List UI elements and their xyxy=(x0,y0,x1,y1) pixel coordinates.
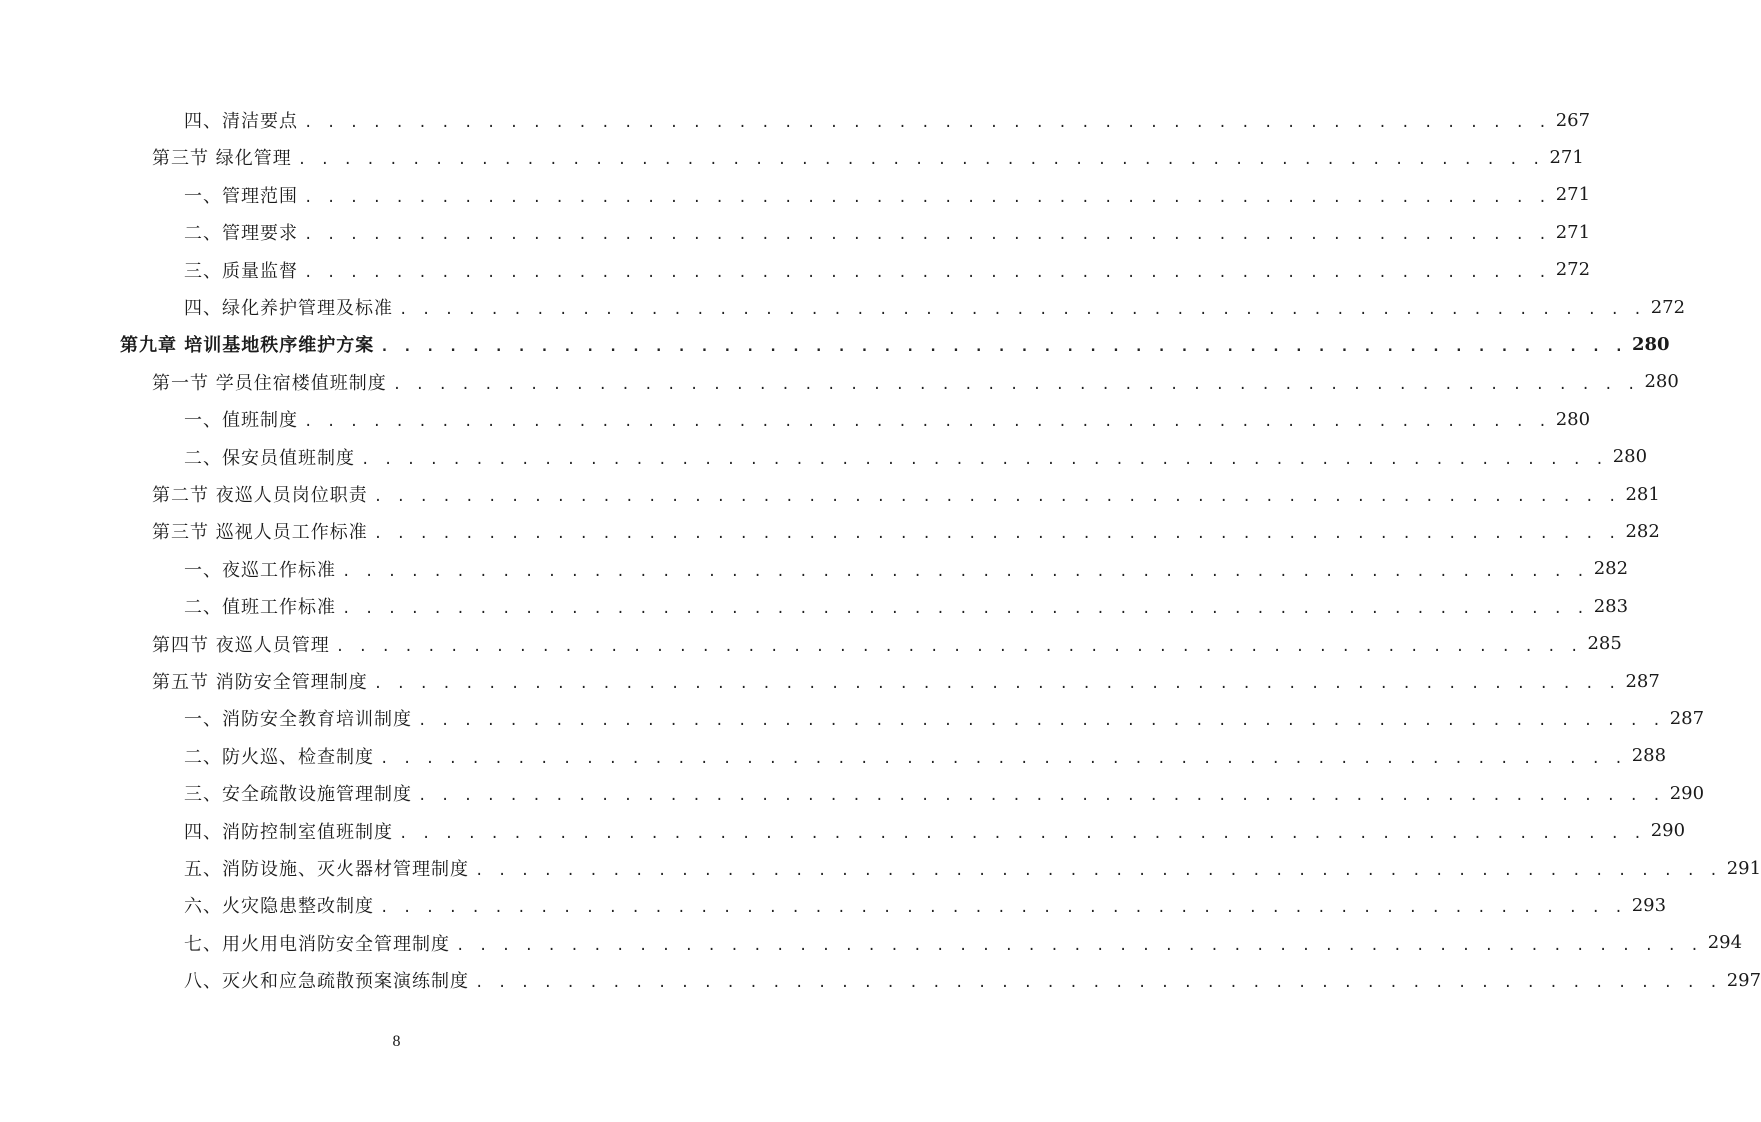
toc-entry-page: 285 xyxy=(1587,633,1622,655)
toc-dot-leader: . . . . . . . . . . . . . . . . . . . . . . . . . . . . . . . . . . . . . . . . . . . . . . . . . . . . . . . xyxy=(456,937,1702,954)
toc-entry-title: 五、消防设施、灭火器材管理制度 xyxy=(184,859,469,880)
toc-entry[interactable] xyxy=(184,738,1667,774)
toc-entry[interactable] xyxy=(184,214,1591,250)
toc-entry-page: 282 xyxy=(1625,520,1660,542)
toc-entry-title: 二、值班工作标准 xyxy=(184,597,336,619)
page-number: 8 xyxy=(392,1033,401,1050)
toc-entry-title: 一、管理范围 xyxy=(184,185,298,207)
toc-entry-page: 271 xyxy=(1555,184,1591,206)
toc-entry-title: 一、夜巡工作标准 xyxy=(184,559,336,581)
toc-dot-leader: . . . . . . . . . . . . . . . . . . . . . . . . . . . . . . . . . . . . . . . . . . . . . . . . . . . . . . . xyxy=(297,152,1544,169)
toc-entry-page: 280 xyxy=(1555,408,1591,430)
toc-dot-leader: . . . . . . . . . . . . . . . . . . . . . . . . . . . . . . . . . . . . . . . . . . . . . . . . . . . . . . . xyxy=(418,713,1664,730)
toc-dot-leader: . . . . . . . . . . . . . . . . . . . . . . . . . . . . . . . . . . . . . . . . . . . . . . . . . . . . . . . xyxy=(380,339,1626,356)
toc-dot-leader: . . . . . . . . . . . . . . . . . . . . . . . . . . . . . . . . . . . . . . . . . . . . . . . . . . . . . . . xyxy=(373,526,1620,543)
toc-entry-title: 四、消防控制室值班制度 xyxy=(184,821,393,843)
toc-entry-title: 七、用火用电消防安全管理制度 xyxy=(184,933,450,955)
toc-dot-leader: . . . . . . . . . . . . . . . . . . . . . . . . . . . . . . . . . . . . . . . . . . . . . . . . . . . . . . . xyxy=(399,302,1645,318)
toc-dot-leader: . . . . . . . . . . . . . . . . . . . . . . . . . . . . . . . . . . . . . . . . . . . . . . . . . . . . . . . xyxy=(335,638,1582,655)
toc-entry[interactable] xyxy=(184,439,1648,475)
toc-entry[interactable] xyxy=(184,775,1705,811)
toc-entry-title: 第三节 巡视人员工作标准 xyxy=(152,522,368,544)
toc-entry[interactable] xyxy=(184,102,1591,138)
toc-dot-leader: . . . . . . . . . . . . . . . . . . . . . . . . . . . . . . . . . . . . . . . . . . . . . . . . . . . . . . . xyxy=(399,825,1645,842)
toc-dot-leader: . . . . . . . . . . . . . . . . . . . . . . . . . . . . . . . . . . . . . . . . . . . . . . . . . . . . . . . xyxy=(475,863,1721,879)
toc-entry[interactable] xyxy=(184,962,1761,998)
toc-entry[interactable] xyxy=(184,925,1743,961)
toc-entry-page: 290 xyxy=(1669,782,1705,804)
toc-entry-page: 290 xyxy=(1650,820,1686,842)
toc-entry-title: 第九章 培训基地秩序维护方案 xyxy=(120,335,375,357)
toc-entry-title: 二、管理要求 xyxy=(184,223,298,245)
toc-entry-page: 282 xyxy=(1593,558,1629,580)
toc-entry[interactable] xyxy=(152,476,1660,512)
toc-entry-page: 291 xyxy=(1726,857,1761,879)
toc-entry-title: 二、保安员值班制度 xyxy=(184,447,355,469)
toc-entry-title: 第一节 学员住宿楼值班制度 xyxy=(152,372,387,394)
toc-entry[interactable] xyxy=(184,177,1591,213)
toc-entry-page: 280 xyxy=(1632,333,1670,355)
toc-entry[interactable] xyxy=(184,700,1705,736)
toc-dot-leader: . . . . . . . . . . . . . . . . . . . . . . . . . . . . . . . . . . . . . . . . . . . . . . . . . . . . . . . xyxy=(418,788,1664,805)
toc-entry-page: 272 xyxy=(1650,296,1686,318)
toc-dot-leader: . . . . . . . . . . . . . . . . . . . . . . . . . . . . . . . . . . . . . . . . . . . . . . . . . . . . . . . xyxy=(373,676,1620,692)
toc-dot-leader: . . . . . . . . . . . . . . . . . . . . . . . . . . . . . . . . . . . . . . . . . . . . . . . . . . . . . . . xyxy=(304,189,1550,206)
toc-entry-page: 287 xyxy=(1669,707,1705,729)
toc-entry[interactable] xyxy=(152,513,1660,549)
toc-entry-page: 297 xyxy=(1726,969,1761,991)
toc-entry-title: 二、防火巡、检查制度 xyxy=(184,746,374,768)
toc-entry[interactable] xyxy=(120,326,1670,362)
toc-dot-leader: . . . . . . . . . . . . . . . . . . . . . . . . . . . . . . . . . . . . . . . . . . . . . . . . . . . . . . . xyxy=(373,489,1620,505)
toc-entry-title: 三、安全疏散设施管理制度 xyxy=(184,784,412,806)
toc-dot-leader: . . . . . . . . . . . . . . . . . . . . . . . . . . . . . . . . . . . . . . . . . . . . . . . . . . . . . . . xyxy=(392,376,1639,393)
toc-entry-title: 八、灭火和应急疏散预案演练制度 xyxy=(184,971,469,993)
toc-entry[interactable] xyxy=(184,887,1667,923)
toc-dot-leader: . . . . . . . . . . . . . . . . . . . . . . . . . . . . . . . . . . . . . . . . . . . . . . . . . . . . . . . xyxy=(304,414,1550,431)
toc-entry-title: 第五节 消防安全管理制度 xyxy=(152,672,368,693)
toc-entry[interactable] xyxy=(184,813,1686,849)
toc-entry-page: 271 xyxy=(1555,221,1591,243)
toc-entry-title: 第二节 夜巡人员岗位职责 xyxy=(152,485,368,506)
toc-entry-page: 280 xyxy=(1644,371,1679,393)
toc-entry-title: 三、质量监督 xyxy=(184,260,298,282)
toc-entry-title: 四、清洁要点 xyxy=(184,111,298,132)
toc-dot-leader: . . . . . . . . . . . . . . . . . . . . . . . . . . . . . . . . . . . . . . . . . . . . . . . . . . . . . . . xyxy=(380,900,1626,917)
toc-entry[interactable] xyxy=(152,663,1660,699)
toc-entry-page: 267 xyxy=(1555,109,1591,131)
toc-entry-title: 第四节 夜巡人员管理 xyxy=(152,634,330,656)
toc-entry[interactable] xyxy=(152,139,1584,175)
toc-dot-leader: . . . . . . . . . . . . . . . . . . . . . . . . . . . . . . . . . . . . . . . . . . . . . . . . . . . . . . . xyxy=(304,115,1550,131)
toc-entry-page: 283 xyxy=(1593,595,1629,617)
toc-entry-page: 271 xyxy=(1549,146,1584,168)
toc-dot-leader: . . . . . . . . . . . . . . . . . . . . . . . . . . . . . . . . . . . . . . . . . . . . . . . . . . . . . . . xyxy=(342,601,1588,618)
toc-entry-title: 一、消防安全教育培训制度 xyxy=(184,709,412,731)
toc-entry[interactable] xyxy=(152,626,1622,662)
toc-entry[interactable] xyxy=(184,551,1629,587)
toc-entry-page: 280 xyxy=(1612,446,1648,468)
toc-entry-title: 六、火灾隐患整改制度 xyxy=(184,896,374,918)
toc-entry[interactable] xyxy=(184,401,1591,437)
toc-entry[interactable] xyxy=(184,588,1629,624)
toc-dot-leader: . . . . . . . . . . . . . . . . . . . . . . . . . . . . . . . . . . . . . . . . . . . . . . . . . . . . . . . xyxy=(380,750,1626,767)
toc-dot-leader: . . . . . . . . . . . . . . . . . . . . . . . . . . . . . . . . . . . . . . . . . . . . . . . . . . . . . . . xyxy=(304,264,1550,281)
toc-dot-leader: . . . . . . . . . . . . . . . . . . . . . . . . . . . . . . . . . . . . . . . . . . . . . . . . . . . . . . . xyxy=(342,563,1588,580)
toc-entry-title: 四、绿化养护管理及标准 xyxy=(184,298,393,319)
toc-entry-page: 293 xyxy=(1631,894,1667,916)
toc-entry-page: 288 xyxy=(1631,745,1667,767)
toc-entry-page: 294 xyxy=(1707,932,1743,954)
toc-entry[interactable] xyxy=(152,364,1679,400)
toc-entry[interactable] xyxy=(184,289,1686,325)
toc-entry-page: 281 xyxy=(1625,483,1660,505)
toc-dot-leader: . . . . . . . . . . . . . . . . . . . . . . . . . . . . . . . . . . . . . . . . . . . . . . . . . . . . . . . xyxy=(361,451,1607,468)
toc-dot-leader: . . . . . . . . . . . . . . . . . . . . . . . . . . . . . . . . . . . . . . . . . . . . . . . . . . . . . . . xyxy=(475,975,1721,992)
toc-entry[interactable] xyxy=(184,850,1761,886)
toc-dot-leader: . . . . . . . . . . . . . . . . . . . . . . . . . . . . . . . . . . . . . . . . . . . . . . . . . . . . . . . xyxy=(304,227,1550,244)
toc-entry-title: 第三节 绿化管理 xyxy=(152,148,292,170)
toc-entry-page: 272 xyxy=(1555,259,1591,281)
toc-entry[interactable] xyxy=(184,252,1591,288)
toc-entry-page: 287 xyxy=(1625,670,1660,692)
toc-entry-title: 一、值班制度 xyxy=(184,410,298,432)
